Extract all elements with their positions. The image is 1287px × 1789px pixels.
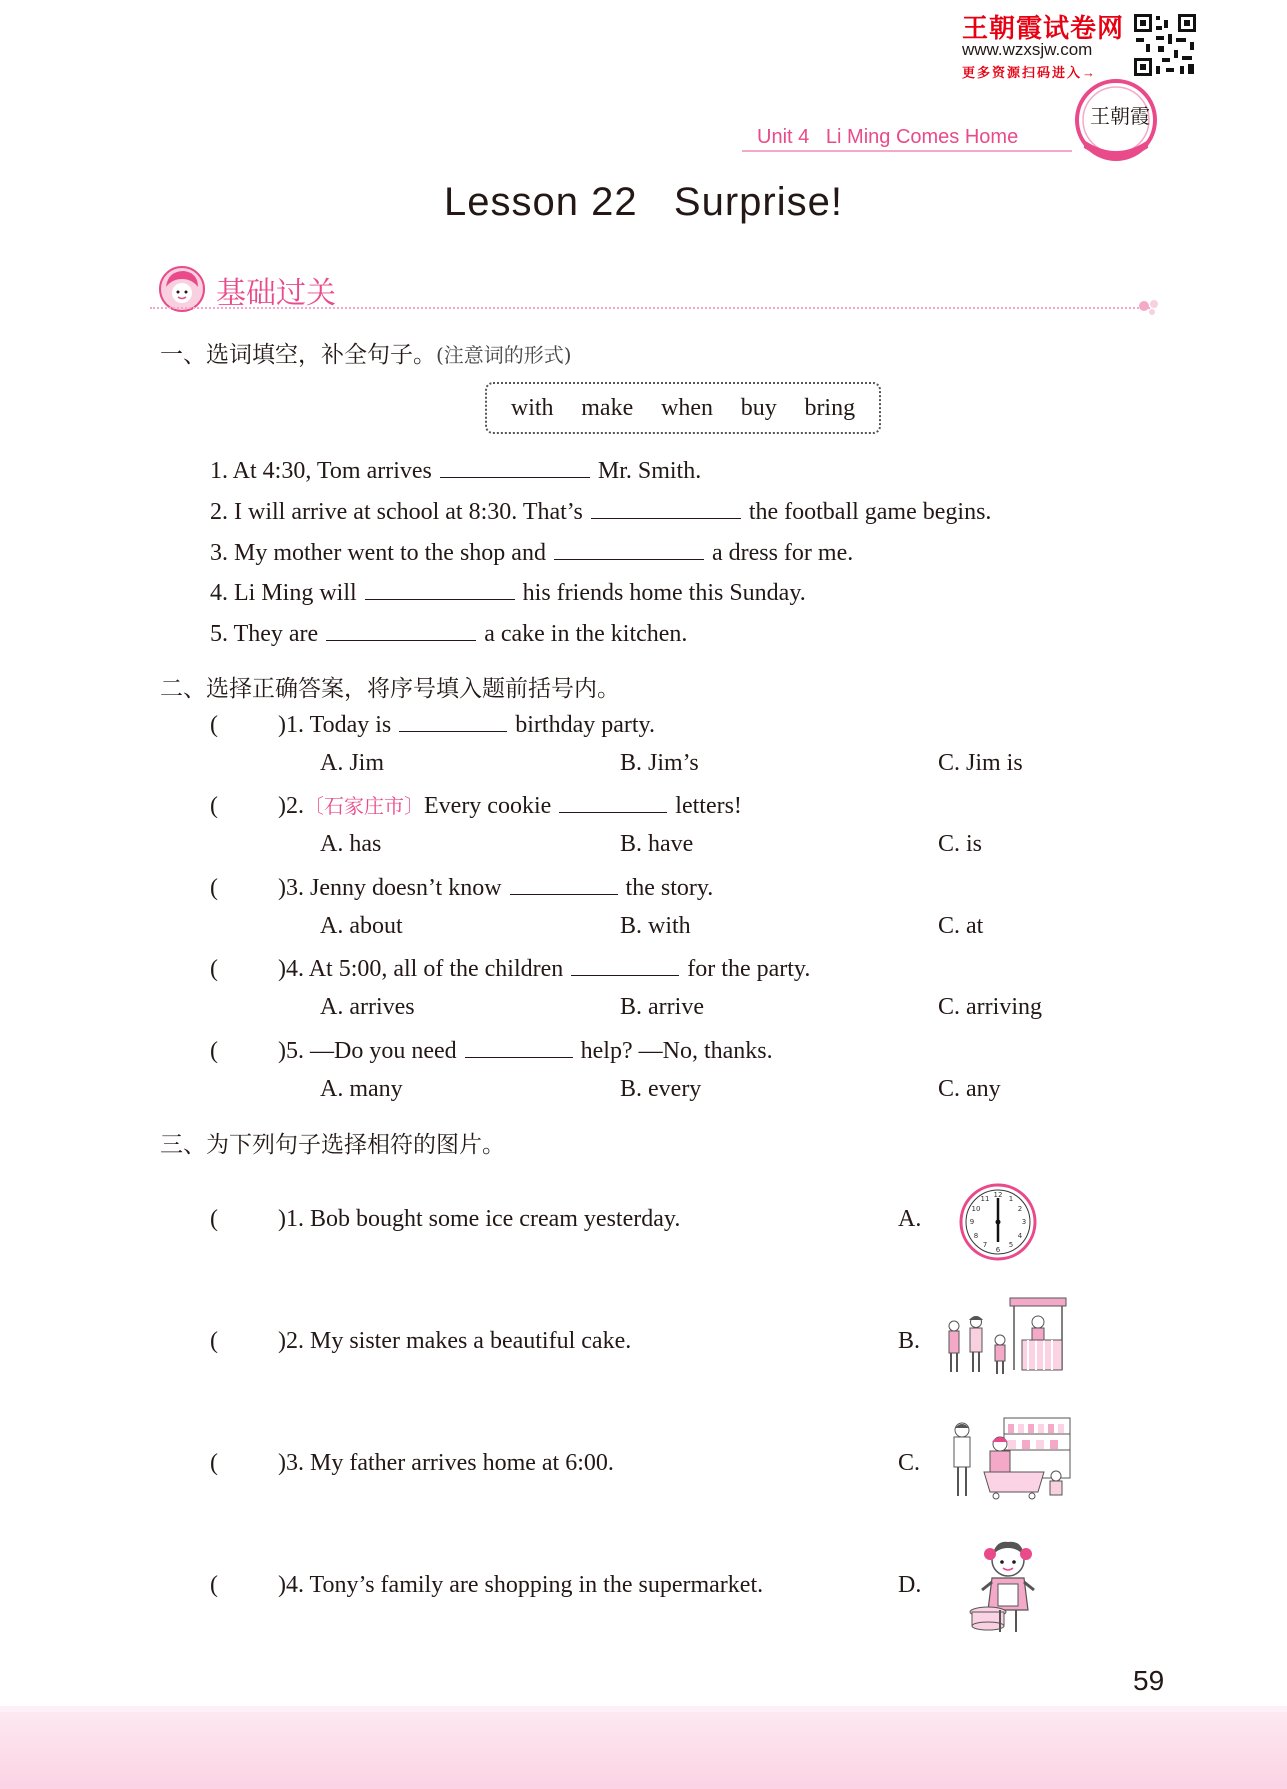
part1-item-5 bbox=[210, 618, 687, 648]
item-text-after: Mr. Smith. bbox=[597, 458, 702, 484]
question-number: )1. bbox=[278, 712, 304, 738]
option-b: B. with bbox=[620, 913, 691, 939]
picture-letter-c: C. bbox=[898, 1450, 921, 1476]
question-number: )3. bbox=[278, 875, 304, 901]
item-text-before: 1. At 4:30, Tom arrives bbox=[210, 458, 432, 484]
question-number: )5. bbox=[278, 1038, 304, 1064]
header-divider bbox=[742, 150, 1072, 152]
part1-note: (注意词的形式) bbox=[436, 343, 572, 367]
option-c: C. at bbox=[938, 913, 984, 939]
answer-blank[interactable] bbox=[591, 496, 741, 519]
answer-paren[interactable]: ( bbox=[210, 1206, 218, 1232]
picture-letter-a: A. bbox=[898, 1206, 922, 1232]
item-text: )4. Tony’s family are shopping in the supermarket. bbox=[278, 1572, 764, 1598]
answer-paren[interactable]: ( bbox=[210, 793, 218, 819]
answer-paren[interactable]: ( bbox=[210, 1328, 218, 1354]
answer-blank bbox=[510, 872, 618, 895]
lesson-title: Lesson 22 Surprise! bbox=[444, 180, 843, 224]
unit-header: Unit 4 Li Ming Comes Home bbox=[757, 126, 1019, 148]
question-text-before: Every cookie bbox=[424, 793, 552, 819]
question-text-before: Jenny doesn’t know bbox=[310, 875, 502, 901]
option-a: A. about bbox=[320, 913, 403, 939]
source-tag: 〔石家庄市〕 bbox=[304, 794, 424, 818]
clock-number: 5 bbox=[1008, 1241, 1014, 1249]
option-c: C. is bbox=[938, 831, 983, 857]
picture-letter-b: B. bbox=[898, 1328, 921, 1354]
option-a: A. has bbox=[320, 831, 382, 857]
clock-icon bbox=[958, 1182, 1038, 1262]
option-b: B. Jim’s bbox=[620, 750, 699, 776]
answer-paren[interactable]: ( bbox=[210, 1038, 218, 1064]
question-text-after: help? —No, thanks. bbox=[580, 1038, 773, 1064]
question-text-after: birthday party. bbox=[515, 712, 655, 738]
ice-cream-stand-icon bbox=[944, 1290, 1072, 1378]
clock-number: 4 bbox=[1017, 1232, 1023, 1240]
option-a: A. many bbox=[320, 1076, 403, 1102]
question-text-after: the story. bbox=[625, 875, 714, 901]
part1-heading-text: 一、选词填空，补全句子。 bbox=[160, 342, 436, 368]
word-bank-item: bring bbox=[804, 394, 856, 421]
option-a: A. Jim bbox=[320, 750, 385, 776]
part3-heading: 三、为下列句子选择相符的图片。 bbox=[160, 1132, 505, 1158]
item-text-before: 5. They are bbox=[210, 621, 319, 647]
option-b: B. have bbox=[620, 831, 694, 857]
part2-question-2 bbox=[210, 790, 742, 820]
girl-avatar-icon bbox=[158, 265, 206, 313]
question-text-before: At 5:00, all of the children bbox=[308, 956, 564, 982]
answer-blank bbox=[559, 790, 667, 813]
word-bank bbox=[485, 382, 881, 434]
answer-blank bbox=[465, 1035, 573, 1058]
item-text-before: 3. My mother went to the shop and bbox=[210, 540, 546, 566]
question-text-after: letters! bbox=[675, 793, 742, 819]
part2-question-3 bbox=[210, 872, 713, 902]
word-bank-item: make bbox=[581, 394, 634, 421]
part1-heading bbox=[160, 336, 572, 369]
answer-blank[interactable] bbox=[326, 618, 476, 641]
answer-blank[interactable] bbox=[440, 455, 590, 478]
answer-blank bbox=[399, 709, 507, 732]
part2-heading: 二、选择正确答案，将序号填入题前括号内。 bbox=[160, 676, 620, 702]
clock-number: 9 bbox=[969, 1218, 975, 1226]
item-text-after: a cake in the kitchen. bbox=[484, 621, 688, 647]
answer-blank[interactable] bbox=[554, 537, 704, 560]
question-text-after: for the party. bbox=[687, 956, 811, 982]
brand-scan-text: 更多资源扫码进入→ bbox=[962, 65, 1098, 80]
clock-number: 11 bbox=[980, 1195, 990, 1203]
question-number: )4. bbox=[278, 956, 304, 982]
clock-number: 6 bbox=[995, 1246, 1001, 1254]
item-text-before: 2. I will arrive at school at 8:30. That’s bbox=[210, 499, 583, 525]
item-text-after: his friends home this Sunday. bbox=[522, 580, 806, 606]
item-text-after: the football game begins. bbox=[748, 499, 992, 525]
option-b: B. every bbox=[620, 1076, 702, 1102]
page-number: 59 bbox=[1133, 1665, 1165, 1696]
option-c: C. arriving bbox=[938, 994, 1042, 1020]
clock-number: 2 bbox=[1017, 1205, 1023, 1213]
question-text-before: —Do you need bbox=[310, 1038, 457, 1064]
word-bank-item: when bbox=[660, 394, 713, 421]
item-text: )1. Bob bought some ice cream yesterday. bbox=[278, 1206, 681, 1232]
part2-question-1 bbox=[210, 709, 655, 739]
item-text: )3. My father arrives home at 6:00. bbox=[278, 1450, 614, 1476]
part1-item-4 bbox=[210, 577, 806, 607]
answer-paren[interactable]: ( bbox=[210, 875, 218, 901]
answer-blank bbox=[571, 953, 679, 976]
section-divider bbox=[150, 307, 1150, 309]
clock-number: 12 bbox=[993, 1191, 1003, 1199]
answer-paren[interactable]: ( bbox=[210, 712, 218, 738]
option-a: A. arrives bbox=[320, 994, 415, 1020]
girl-making-cake-icon bbox=[966, 1532, 1042, 1640]
part3-item-4 bbox=[210, 1572, 763, 1599]
part3-item-1 bbox=[210, 1206, 680, 1233]
footer-band bbox=[0, 1712, 1287, 1789]
item-text: )2. My sister makes a beautiful cake. bbox=[278, 1328, 632, 1354]
answer-paren[interactable]: ( bbox=[210, 956, 218, 982]
dots-ornament-icon bbox=[1138, 296, 1160, 316]
part1-item-1 bbox=[210, 455, 701, 485]
picture-letter-d: D. bbox=[898, 1572, 922, 1598]
option-c: C. Jim is bbox=[938, 750, 1023, 776]
option-c: C. any bbox=[938, 1076, 1001, 1102]
word-bank-item: buy bbox=[740, 394, 777, 421]
part3-item-2 bbox=[210, 1328, 631, 1355]
part1-item-3 bbox=[210, 537, 853, 567]
part1-item-2 bbox=[210, 496, 991, 526]
clock-number: 10 bbox=[971, 1205, 981, 1213]
part3-item-3 bbox=[210, 1450, 614, 1477]
answer-paren[interactable]: ( bbox=[210, 1450, 218, 1476]
clock-number: 1 bbox=[1008, 1195, 1014, 1203]
part2-question-4 bbox=[210, 953, 810, 983]
part2-question-5 bbox=[210, 1035, 773, 1065]
supermarket-family-icon bbox=[944, 1416, 1072, 1500]
answer-paren[interactable]: ( bbox=[210, 1572, 218, 1598]
section-title: 基础过关 bbox=[216, 276, 336, 311]
qr-code-icon bbox=[1132, 12, 1198, 78]
question-number: )2. bbox=[278, 793, 304, 819]
clock-number: 7 bbox=[982, 1241, 988, 1249]
clock-number: 3 bbox=[1021, 1218, 1027, 1226]
brand-title: 王朝霞试卷网 bbox=[962, 13, 1125, 43]
brand-seal-text: 王朝霞 bbox=[1090, 104, 1150, 128]
option-b: B. arrive bbox=[620, 994, 704, 1020]
answer-blank[interactable] bbox=[365, 577, 515, 600]
question-text-before: Today is bbox=[309, 712, 392, 738]
item-text-after: a dress for me. bbox=[711, 540, 854, 566]
item-text-before: 4. Li Ming will bbox=[210, 580, 357, 606]
word-bank-item: with bbox=[510, 394, 554, 421]
brand-url: www.wzxsjw.com bbox=[962, 40, 1093, 59]
clock-number: 8 bbox=[973, 1232, 979, 1240]
